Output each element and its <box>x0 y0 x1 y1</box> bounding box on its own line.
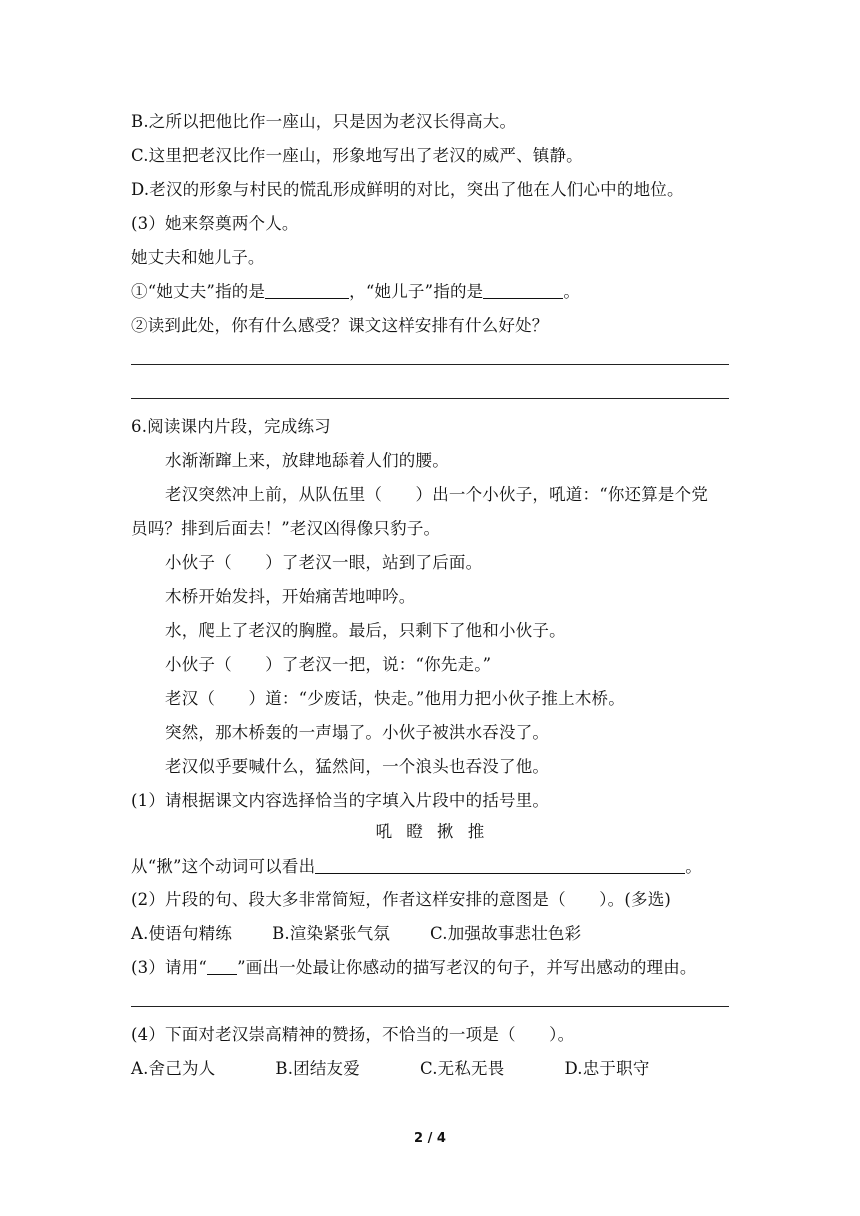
passage-paragraph-cont: 员吗？排到后面去！”老汉凶得像只豹子。 <box>131 519 441 538</box>
passage-paragraph: 老汉（ ）道：“少废话，快走。”他用力把小伙子推上木桥。 <box>165 689 625 708</box>
q1-text-c: 。 <box>563 282 581 301</box>
option-a[interactable]: A.舍己为人 <box>131 1059 216 1078</box>
page-number: 2 / 4 <box>414 1131 446 1146</box>
option-c[interactable]: C.无私无畏 <box>419 1059 505 1078</box>
answer-line[interactable] <box>131 364 729 365</box>
passage-paragraph: 木桥开始发抖，开始痛苦地呻吟。 <box>165 587 416 606</box>
sub3-text-a: (3）请用“ <box>131 958 208 977</box>
q5-option-c: C.这里把老汉比作一座山，形象地写出了老汉的威严、镇静。 <box>131 146 583 165</box>
q6-sub4-options <box>131 1058 650 1080</box>
word-bank <box>0 821 860 843</box>
q6-sub2: (2）片段的句、段大多非常简短，作者这样安排的意图是（ ）。(多选) <box>131 890 672 909</box>
passage-paragraph: 小伙子（ ）了老汉一眼，站到了后面。 <box>165 553 483 572</box>
q5-sub3-question2: ②读到此处，你有什么感受？课文这样安排有什么好处？ <box>131 316 549 335</box>
q6-sub3 <box>131 957 697 979</box>
q5-sub3-quote: 她丈夫和她儿子。 <box>131 248 265 267</box>
q6-sub1-question <box>131 856 702 878</box>
answer-blank[interactable] <box>265 282 349 299</box>
passage-paragraph: 突然，那木桥轰的一声塌了。小伙子被洪水吞没了。 <box>165 723 550 742</box>
q1-text-a: ①“她丈夫”指的是 <box>131 282 266 301</box>
word-choice: 揪 <box>437 822 454 841</box>
underline-sample <box>207 958 237 975</box>
option-b[interactable]: B.渲染紧张气氛 <box>272 924 391 943</box>
q1-text-b: ，“她儿子”指的是 <box>349 282 484 301</box>
sub3-text-b: ”画出一处最让你感动的描写老汉的句子，并写出感动的理由。 <box>237 958 697 977</box>
passage-paragraph: 老汉似乎要喊什么，猛然间，一个浪头也吞没了他。 <box>165 757 550 776</box>
passage-paragraph: 老汉突然冲上前，从队伍里（ ）出一个小伙子，吼道：“你还算是个党 <box>165 485 709 504</box>
passage-paragraph: 水，爬上了老汉的胸膛。最后，只剩下了他和小伙子。 <box>165 621 566 640</box>
passage-paragraph: 小伙子（ ）了老汉一把，说：“你先走。” <box>165 655 492 674</box>
sub1-q-text-a: 从“揪”这个动词可以看出 <box>131 857 316 876</box>
q5-option-d: D.老汉的形象与村民的慌乱形成鲜明的对比，突出了他在人们心中的地位。 <box>131 180 684 199</box>
answer-line[interactable] <box>131 1006 729 1007</box>
q5-sub3-title: (3）她来祭奠两个人。 <box>131 214 299 233</box>
option-d[interactable]: D.忠于职守 <box>564 1059 650 1078</box>
word-choice: 吼 <box>375 822 393 841</box>
answer-line[interactable] <box>131 398 729 399</box>
option-b[interactable]: B.团结友爱 <box>275 1059 360 1078</box>
answer-blank[interactable] <box>483 282 563 299</box>
sub1-q-text-b: 。 <box>685 857 702 876</box>
word-choice: 推 <box>467 822 485 841</box>
word-choice: 瞪 <box>406 822 423 841</box>
q6-sub1: (1）请根据课文内容选择恰当的字填入片段中的括号里。 <box>131 791 550 810</box>
option-a[interactable]: A.使语句精练 <box>131 924 233 943</box>
q6-sub2-options <box>131 923 581 945</box>
option-c[interactable]: C.加强故事悲壮色彩 <box>430 924 582 943</box>
passage-paragraph: 水渐渐蹿上来，放肆地舔着人们的腰。 <box>165 451 449 470</box>
answer-blank[interactable] <box>315 857 685 874</box>
q5-option-b: B.之所以把他比作一座山，只是因为老汉长得高大。 <box>131 112 517 131</box>
q5-sub3-question1 <box>131 281 580 303</box>
q6-title: 6.阅读课内片段，完成练习 <box>131 417 331 436</box>
q6-sub4: (4）下面对老汉崇高精神的赞扬，不恰当的一项是（ ）。 <box>131 1025 575 1044</box>
